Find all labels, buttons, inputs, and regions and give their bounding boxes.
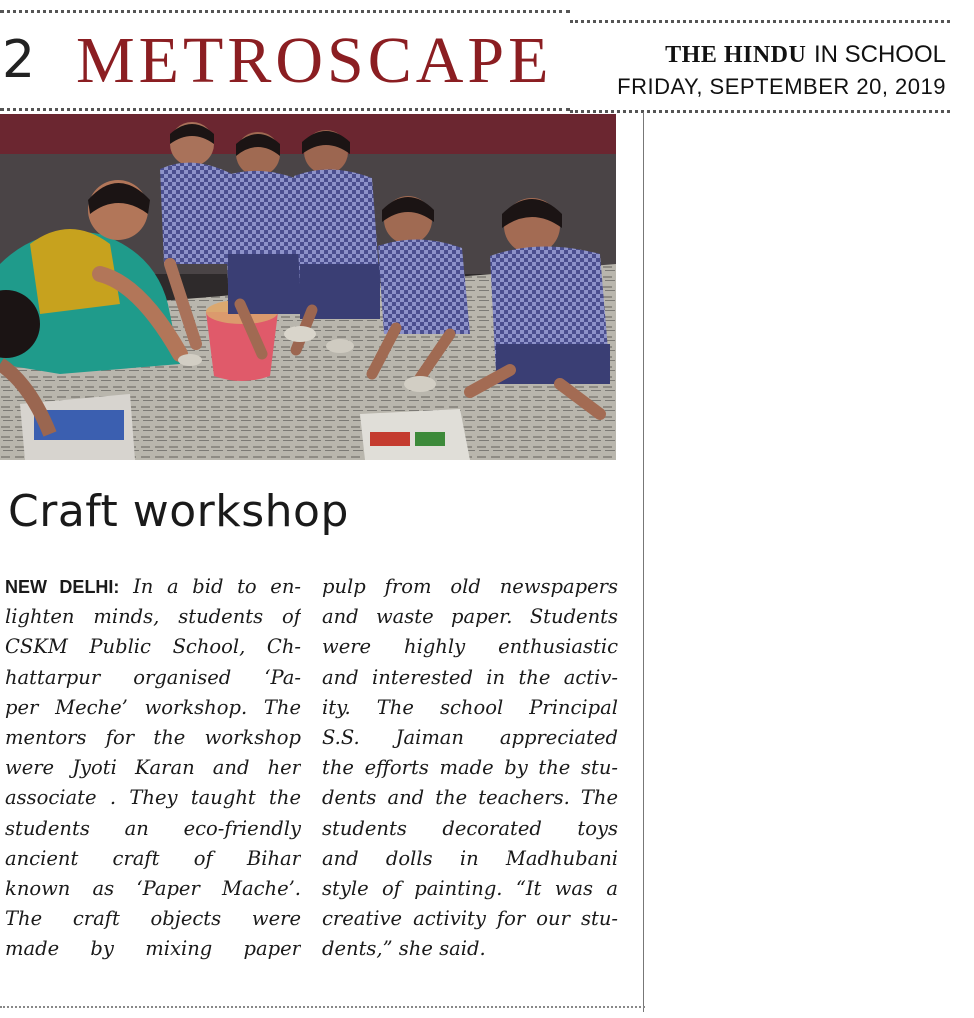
header-rule-bottom (0, 108, 570, 111)
text-line: made by mixing paper (5, 937, 301, 961)
text-line: were Jyoti Karan and her (5, 756, 301, 780)
text-line: NEW DELHI: In a bid to en- (5, 575, 301, 598)
text-line: and dolls in Madhubani (322, 846, 618, 870)
text-line: creative activity for our stu- (322, 907, 618, 931)
text-line: were highly enthusiastic (322, 635, 618, 659)
text-line: hattarpur organised ‘Pa- (5, 665, 301, 689)
edition-name: IN SCHOOL (813, 41, 946, 68)
text-line: the efforts made by the stu- (322, 756, 618, 780)
text-line: lighten minds, students of (5, 605, 301, 629)
text-line: pulp from old newspapers (322, 575, 618, 598)
section-title: METROSCAPE (76, 24, 553, 97)
publication-name: THE HINDU (665, 42, 807, 68)
masthead-rule-bottom (570, 110, 950, 113)
text-line: and interested in the activ- (322, 665, 618, 689)
text-line: and waste paper. Students (322, 605, 618, 629)
column-frame-right (643, 112, 644, 1012)
text-line: students decorated toys (322, 816, 618, 840)
issue-date: FRIDAY, SEPTEMBER 20, 2019 (617, 74, 946, 99)
article-photo (0, 114, 616, 460)
clipping-edge-bottom (0, 1006, 645, 1008)
article-column-right (322, 572, 618, 964)
text-line: mentors for the workshop (5, 725, 301, 749)
text-line: associate . They taught the (5, 786, 301, 810)
text-line: style of painting. “It was a (322, 876, 618, 900)
photo-illustration (0, 114, 616, 460)
text-line: dents,” she said. (322, 937, 486, 961)
text-line: students an eco-friendly (5, 816, 301, 840)
text-line: CSKM Public School, Ch- (5, 635, 301, 659)
text-line: The craft objects were (5, 907, 301, 931)
masthead-rule-top (570, 20, 950, 23)
article-headline: Craft workshop (8, 486, 349, 537)
article-column-left (5, 572, 301, 964)
dateline: NEW DELHI: (5, 577, 120, 597)
text-line: S.S. Jaiman appreciated (322, 725, 618, 749)
text-line: known as ‘Paper Mache’. (5, 876, 301, 900)
header-rule-top (0, 10, 570, 13)
text-line: ancient craft of Bihar (5, 846, 301, 870)
page-number: 2 (2, 30, 36, 90)
masthead (665, 40, 946, 69)
text-line: dents and the teachers. The (322, 786, 618, 810)
text-line: per Meche’ workshop. The (5, 695, 301, 719)
text-line: ity. The school Principal (322, 695, 618, 719)
